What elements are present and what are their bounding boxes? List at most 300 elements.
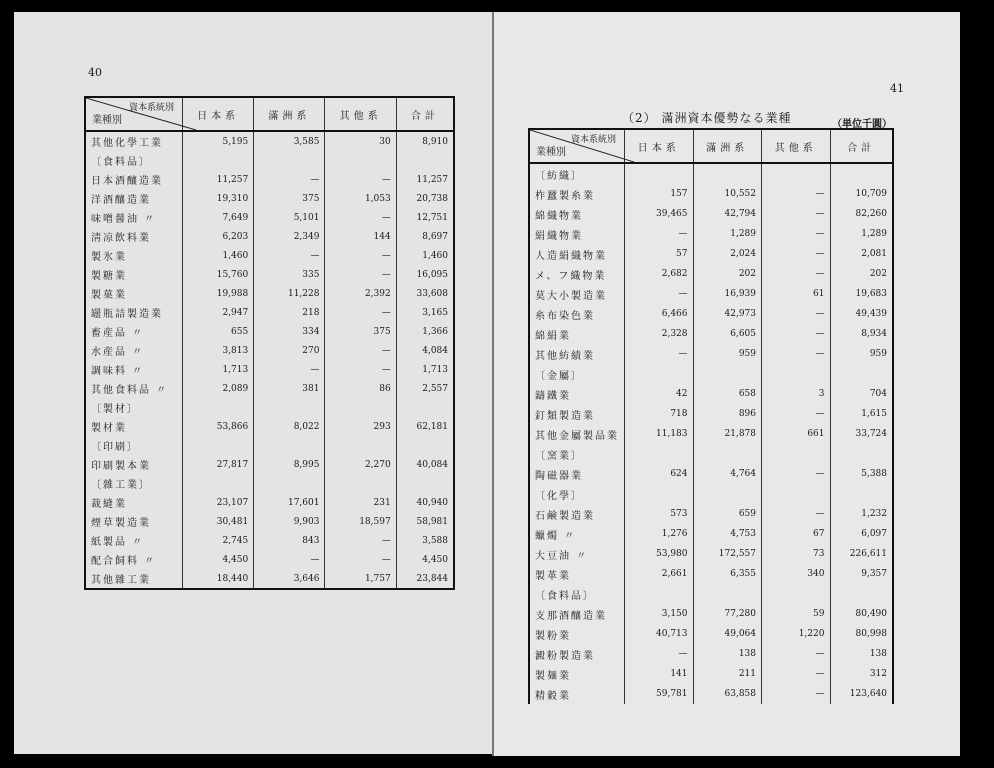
table-cell: 10,709: [830, 184, 893, 204]
table-cell: 3,813: [183, 341, 254, 360]
table-row: [85, 303, 454, 322]
table-cell: 2,745: [183, 531, 254, 550]
table-cell: 8,934: [830, 324, 893, 344]
table-cell: 293: [325, 417, 396, 436]
row-label: 製菓業: [91, 290, 127, 301]
row-label: 綿絹業: [535, 330, 571, 342]
table-cell: —: [762, 264, 831, 284]
row-label: 製材業: [91, 423, 127, 434]
table-cell: [830, 584, 893, 604]
table-cell: 375: [254, 189, 325, 208]
table-cell: [625, 163, 694, 184]
table-cell: 19,310: [183, 189, 254, 208]
table-cell: 42: [625, 384, 694, 404]
table-cell: —: [762, 684, 831, 704]
table-cell: 18,597: [325, 512, 396, 531]
table-row: [529, 444, 893, 464]
table-cell: 172,557: [693, 544, 762, 564]
table-cell: 6,097: [830, 524, 893, 544]
table-cell: 2,947: [183, 303, 254, 322]
table-cell: 1,289: [693, 224, 762, 244]
table-cell: 63,858: [693, 684, 762, 704]
table-cell: —: [762, 504, 831, 524]
table-cell: —: [325, 360, 396, 379]
row-label: 製麺業: [535, 670, 571, 682]
table-cell: 53,980: [625, 544, 694, 564]
table-cell: 30,481: [183, 512, 254, 531]
table-cell: 67: [762, 524, 831, 544]
table-cell: 312: [830, 664, 893, 684]
table-cell: 1,220: [762, 624, 831, 644]
row-label: 〔窯業〕: [535, 450, 583, 462]
table-row: [85, 474, 454, 493]
table-cell: —: [762, 324, 831, 344]
table-row: [529, 464, 893, 484]
table-cell: [325, 474, 396, 493]
table-cell: [693, 584, 762, 604]
table-row: [85, 455, 454, 474]
table-cell: 2,024: [693, 244, 762, 264]
row-label: 印刷製本業: [91, 461, 151, 472]
table-cell: 57: [625, 244, 694, 264]
table-cell: [693, 444, 762, 464]
table-cell: [625, 584, 694, 604]
table-row: [529, 524, 893, 544]
row-label: 綿織物業: [535, 210, 583, 222]
table-cell: 30: [325, 131, 396, 151]
table-cell: 16,095: [396, 265, 454, 284]
table-cell: 2,682: [625, 264, 694, 284]
table-cell: 1,757: [325, 569, 396, 589]
table-row: [529, 264, 893, 284]
row-label: 調味料 〃: [91, 366, 145, 377]
table-cell: [693, 484, 762, 504]
table-row: [529, 424, 893, 444]
table-cell: [762, 444, 831, 464]
table-cell: —: [762, 204, 831, 224]
col-other: 其他系: [762, 129, 831, 163]
table-cell: 9,357: [830, 564, 893, 584]
table-row: [85, 550, 454, 569]
table-cell: [325, 151, 396, 170]
row-label: 紙製品 〃: [91, 537, 145, 548]
row-label: 煙草製造業: [91, 518, 151, 529]
table-cell: [396, 151, 454, 170]
table-cell: 381: [254, 379, 325, 398]
table-row: [85, 208, 454, 227]
table-cell: —: [325, 208, 396, 227]
table-row: [529, 284, 893, 304]
table-cell: 21,878: [693, 424, 762, 444]
table-cell: 42,794: [693, 204, 762, 224]
table-cell: 335: [254, 265, 325, 284]
table-cell: 3,588: [396, 531, 454, 550]
table-cell: 2,081: [830, 244, 893, 264]
table-cell: 231: [325, 493, 396, 512]
row-label: 其他化學工業: [91, 138, 163, 149]
table-cell: 661: [762, 424, 831, 444]
table-cell: 959: [693, 344, 762, 364]
row-label: 石鹸製造業: [535, 510, 595, 522]
table-cell: 59: [762, 604, 831, 624]
table-cell: —: [254, 246, 325, 265]
table-cell: 270: [254, 341, 325, 360]
table-cell: 2,089: [183, 379, 254, 398]
table-cell: 340: [762, 564, 831, 584]
table-cell: 2,557: [396, 379, 454, 398]
table-cell: 49,064: [693, 624, 762, 644]
row-label: 淸凉飲料業: [91, 233, 151, 244]
table-cell: —: [762, 184, 831, 204]
table-row: [529, 484, 893, 504]
table-cell: 80,490: [830, 604, 893, 624]
row-label: 日本酒釀造業: [91, 176, 163, 187]
table-cell: 86: [325, 379, 396, 398]
table-row: [85, 265, 454, 284]
table-cell: 11,257: [396, 170, 454, 189]
table-cell: 8,697: [396, 227, 454, 246]
row-label: 莫大小製造業: [535, 290, 607, 302]
table-cell: [183, 398, 254, 417]
table-cell: 4,450: [396, 550, 454, 569]
table-row: [85, 246, 454, 265]
table-row: [529, 224, 893, 244]
row-label: 其他雜工業: [91, 575, 151, 586]
table-cell: —: [625, 344, 694, 364]
table-row: [85, 170, 454, 189]
table-cell: —: [325, 170, 396, 189]
right-table-body: [529, 163, 893, 704]
table-row: [85, 531, 454, 550]
col-other: 其他系: [325, 97, 396, 131]
table-cell: —: [762, 464, 831, 484]
table-cell: 49,439: [830, 304, 893, 324]
table-cell: 1,460: [183, 246, 254, 265]
row-label: 製粉業: [535, 630, 571, 642]
row-label: 糸布染色業: [535, 310, 595, 322]
table-cell: —: [762, 224, 831, 244]
table-cell: 1,053: [325, 189, 396, 208]
table-row: [85, 417, 454, 436]
left-page: [14, 12, 492, 754]
page-number-right: 41: [890, 82, 904, 95]
row-label: 陶磁器業: [535, 470, 583, 482]
table-cell: 5,388: [830, 464, 893, 484]
table-cell: 2,270: [325, 455, 396, 474]
table-row: [529, 664, 893, 684]
table-cell: 4,764: [693, 464, 762, 484]
table-cell: 2,328: [625, 324, 694, 344]
table-cell: 73: [762, 544, 831, 564]
table-cell: 144: [325, 227, 396, 246]
table-cell: 4,084: [396, 341, 454, 360]
table-cell: 5,195: [183, 131, 254, 151]
table-cell: 1,232: [830, 504, 893, 524]
table-cell: 15,760: [183, 265, 254, 284]
table-cell: —: [762, 244, 831, 264]
table-cell: 59,781: [625, 684, 694, 704]
table-row: [85, 493, 454, 512]
table-cell: 6,355: [693, 564, 762, 584]
table-cell: 33,608: [396, 284, 454, 303]
left-table: [84, 96, 455, 590]
table-cell: 226,611: [830, 544, 893, 564]
table-cell: —: [762, 344, 831, 364]
row-label: 其他金屬製品業: [535, 430, 619, 442]
corner-top-label: 資本系統別: [570, 135, 616, 145]
table-cell: [625, 444, 694, 464]
table-cell: 4,450: [183, 550, 254, 569]
table-row: [529, 344, 893, 364]
table-cell: 3,646: [254, 569, 325, 589]
table-row: [529, 544, 893, 564]
table-cell: 3,150: [625, 604, 694, 624]
table-cell: [762, 163, 831, 184]
table-row: [529, 604, 893, 624]
table-cell: 77,280: [693, 604, 762, 624]
row-label: 人造絹織物業: [535, 250, 607, 262]
table-cell: [693, 163, 762, 184]
row-label: 絹織物業: [535, 230, 583, 242]
table-cell: [830, 484, 893, 504]
table-cell: 61: [762, 284, 831, 304]
table-cell: 2,349: [254, 227, 325, 246]
table-row: [529, 364, 893, 384]
table-row: [529, 644, 893, 664]
table-cell: —: [254, 170, 325, 189]
table-row: [85, 131, 454, 151]
table-cell: 8,910: [396, 131, 454, 151]
table-cell: 10,552: [693, 184, 762, 204]
table-row: [85, 284, 454, 303]
table-cell: 33,724: [830, 424, 893, 444]
table-cell: 718: [625, 404, 694, 424]
table-cell: 1,289: [830, 224, 893, 244]
row-label: 澱粉製造業: [535, 650, 595, 662]
table-cell: [325, 436, 396, 455]
table-cell: 58,981: [396, 512, 454, 531]
table-cell: 334: [254, 322, 325, 341]
row-label: 製氷業: [91, 252, 127, 263]
table-cell: 138: [830, 644, 893, 664]
row-label: 鑄鐵業: [535, 390, 571, 402]
row-label: 支那酒釀造業: [535, 610, 607, 622]
table-row: [529, 564, 893, 584]
table-row: [85, 189, 454, 208]
table-cell: 375: [325, 322, 396, 341]
table-cell: 624: [625, 464, 694, 484]
table-row: [529, 624, 893, 644]
table-cell: 53,866: [183, 417, 254, 436]
row-label: 裁縫業: [91, 499, 127, 510]
right-title: （2） 滿洲資本優勢なる業種: [622, 111, 792, 125]
table-cell: 3,585: [254, 131, 325, 151]
table-cell: 40,084: [396, 455, 454, 474]
row-label: 〔紡織〕: [535, 170, 583, 182]
table-cell: —: [325, 550, 396, 569]
table-cell: 18,440: [183, 569, 254, 589]
table-row: [529, 244, 893, 264]
table-row: [529, 304, 893, 324]
table-cell: —: [254, 550, 325, 569]
row-label: 蠟燭 〃: [535, 530, 577, 542]
table-cell: 1,713: [396, 360, 454, 379]
table-row: [85, 360, 454, 379]
table-cell: —: [762, 304, 831, 324]
row-label: 精穀業: [535, 690, 571, 702]
table-cell: 19,988: [183, 284, 254, 303]
table-cell: 3,165: [396, 303, 454, 322]
row-label: 配合飼料 〃: [91, 556, 157, 567]
table-cell: 1,713: [183, 360, 254, 379]
table-cell: [183, 151, 254, 170]
table-cell: 6,605: [693, 324, 762, 344]
table-row: [85, 398, 454, 417]
table-cell: 157: [625, 184, 694, 204]
right-unit: （単位千圓）: [832, 119, 892, 130]
table-cell: 704: [830, 384, 893, 404]
table-cell: 138: [693, 644, 762, 664]
table-cell: [830, 364, 893, 384]
table-cell: 42,973: [693, 304, 762, 324]
table-row: [529, 404, 893, 424]
col-total: 合計: [396, 97, 454, 131]
table-cell: 211: [693, 664, 762, 684]
table-cell: [325, 398, 396, 417]
row-label: 罎瓶詰製造業: [91, 309, 163, 320]
table-cell: [762, 584, 831, 604]
table-cell: [396, 474, 454, 493]
row-label: 洋酒釀造業: [91, 195, 151, 206]
table-cell: [396, 398, 454, 417]
table-cell: [183, 474, 254, 493]
table-cell: 2,661: [625, 564, 694, 584]
table-cell: 40,940: [396, 493, 454, 512]
table-cell: 123,640: [830, 684, 893, 704]
table-cell: 19,683: [830, 284, 893, 304]
table-row: [529, 584, 893, 604]
left-corner-header: [85, 97, 183, 131]
table-cell: [254, 474, 325, 493]
table-cell: —: [325, 246, 396, 265]
row-label: 製糖業: [91, 271, 127, 282]
table-cell: —: [254, 360, 325, 379]
table-row: [85, 512, 454, 531]
row-label: 〔食料品〕: [535, 590, 595, 602]
table-cell: 8,995: [254, 455, 325, 474]
row-label: 其他食料品 〃: [91, 385, 169, 396]
row-label: 〔印刷〕: [91, 442, 139, 453]
table-cell: [254, 151, 325, 170]
corner-top-label: 資本系統別: [128, 103, 174, 113]
row-label: 釘類製造業: [535, 410, 595, 422]
table-cell: —: [325, 531, 396, 550]
table-row: [529, 684, 893, 704]
table-row: [529, 184, 893, 204]
row-label: 柞蠶製糸業: [535, 190, 595, 202]
row-label: 其他紡績業: [535, 350, 595, 362]
table-cell: [396, 436, 454, 455]
table-cell: 843: [254, 531, 325, 550]
table-cell: 202: [830, 264, 893, 284]
table-cell: 9,903: [254, 512, 325, 531]
table-cell: 39,465: [625, 204, 694, 224]
table-cell: 27,817: [183, 455, 254, 474]
row-label: 大豆油 〃: [535, 550, 589, 562]
table-cell: 11,228: [254, 284, 325, 303]
row-label: 〔雜工業〕: [91, 480, 151, 491]
table-cell: 11,183: [625, 424, 694, 444]
table-cell: 6,466: [625, 304, 694, 324]
page-number-left: 40: [88, 66, 102, 79]
table-cell: 20,738: [396, 189, 454, 208]
table-cell: —: [325, 265, 396, 284]
table-cell: —: [325, 303, 396, 322]
table-cell: 7,649: [183, 208, 254, 227]
table-cell: 1,460: [396, 246, 454, 265]
table-cell: [762, 484, 831, 504]
col-japan: 日本系: [625, 129, 694, 163]
row-label: 味噌醤油 〃: [91, 214, 157, 225]
table-cell: —: [762, 404, 831, 424]
table-cell: —: [762, 644, 831, 664]
table-cell: 82,260: [830, 204, 893, 224]
right-table: [528, 128, 894, 704]
table-cell: 218: [254, 303, 325, 322]
table-row: [529, 204, 893, 224]
table-row: [85, 569, 454, 589]
table-cell: [830, 444, 893, 464]
table-cell: [693, 364, 762, 384]
table-cell: 16,939: [693, 284, 762, 304]
table-cell: 5,101: [254, 208, 325, 227]
table-cell: —: [625, 644, 694, 664]
row-label: 〔化學〕: [535, 490, 583, 502]
table-cell: [625, 484, 694, 504]
table-cell: [254, 398, 325, 417]
table-cell: [254, 436, 325, 455]
table-row: [85, 436, 454, 455]
table-cell: 2,392: [325, 284, 396, 303]
table-cell: 80,998: [830, 624, 893, 644]
table-cell: 23,844: [396, 569, 454, 589]
table-cell: [183, 436, 254, 455]
table-cell: 655: [183, 322, 254, 341]
table-row: [529, 384, 893, 404]
row-label: 水産品 〃: [91, 347, 145, 358]
table-cell: 6,203: [183, 227, 254, 246]
table-cell: 17,601: [254, 493, 325, 512]
table-row: [85, 227, 454, 246]
table-cell: 12,751: [396, 208, 454, 227]
table-cell: 141: [625, 664, 694, 684]
table-cell: 4,753: [693, 524, 762, 544]
col-manchu: 滿洲系: [254, 97, 325, 131]
table-cell: 40,713: [625, 624, 694, 644]
table-cell: 658: [693, 384, 762, 404]
table-row: [85, 151, 454, 170]
right-corner-header: [529, 129, 625, 163]
table-cell: [830, 163, 893, 184]
table-row: [85, 341, 454, 360]
col-total: 合計: [830, 129, 893, 163]
row-label: 製革業: [535, 570, 571, 582]
col-japan: 日本系: [183, 97, 254, 131]
row-label: 〔製材〕: [91, 404, 139, 415]
table-cell: 202: [693, 264, 762, 284]
row-label: 畜産品 〃: [91, 328, 145, 339]
table-cell: 573: [625, 504, 694, 524]
